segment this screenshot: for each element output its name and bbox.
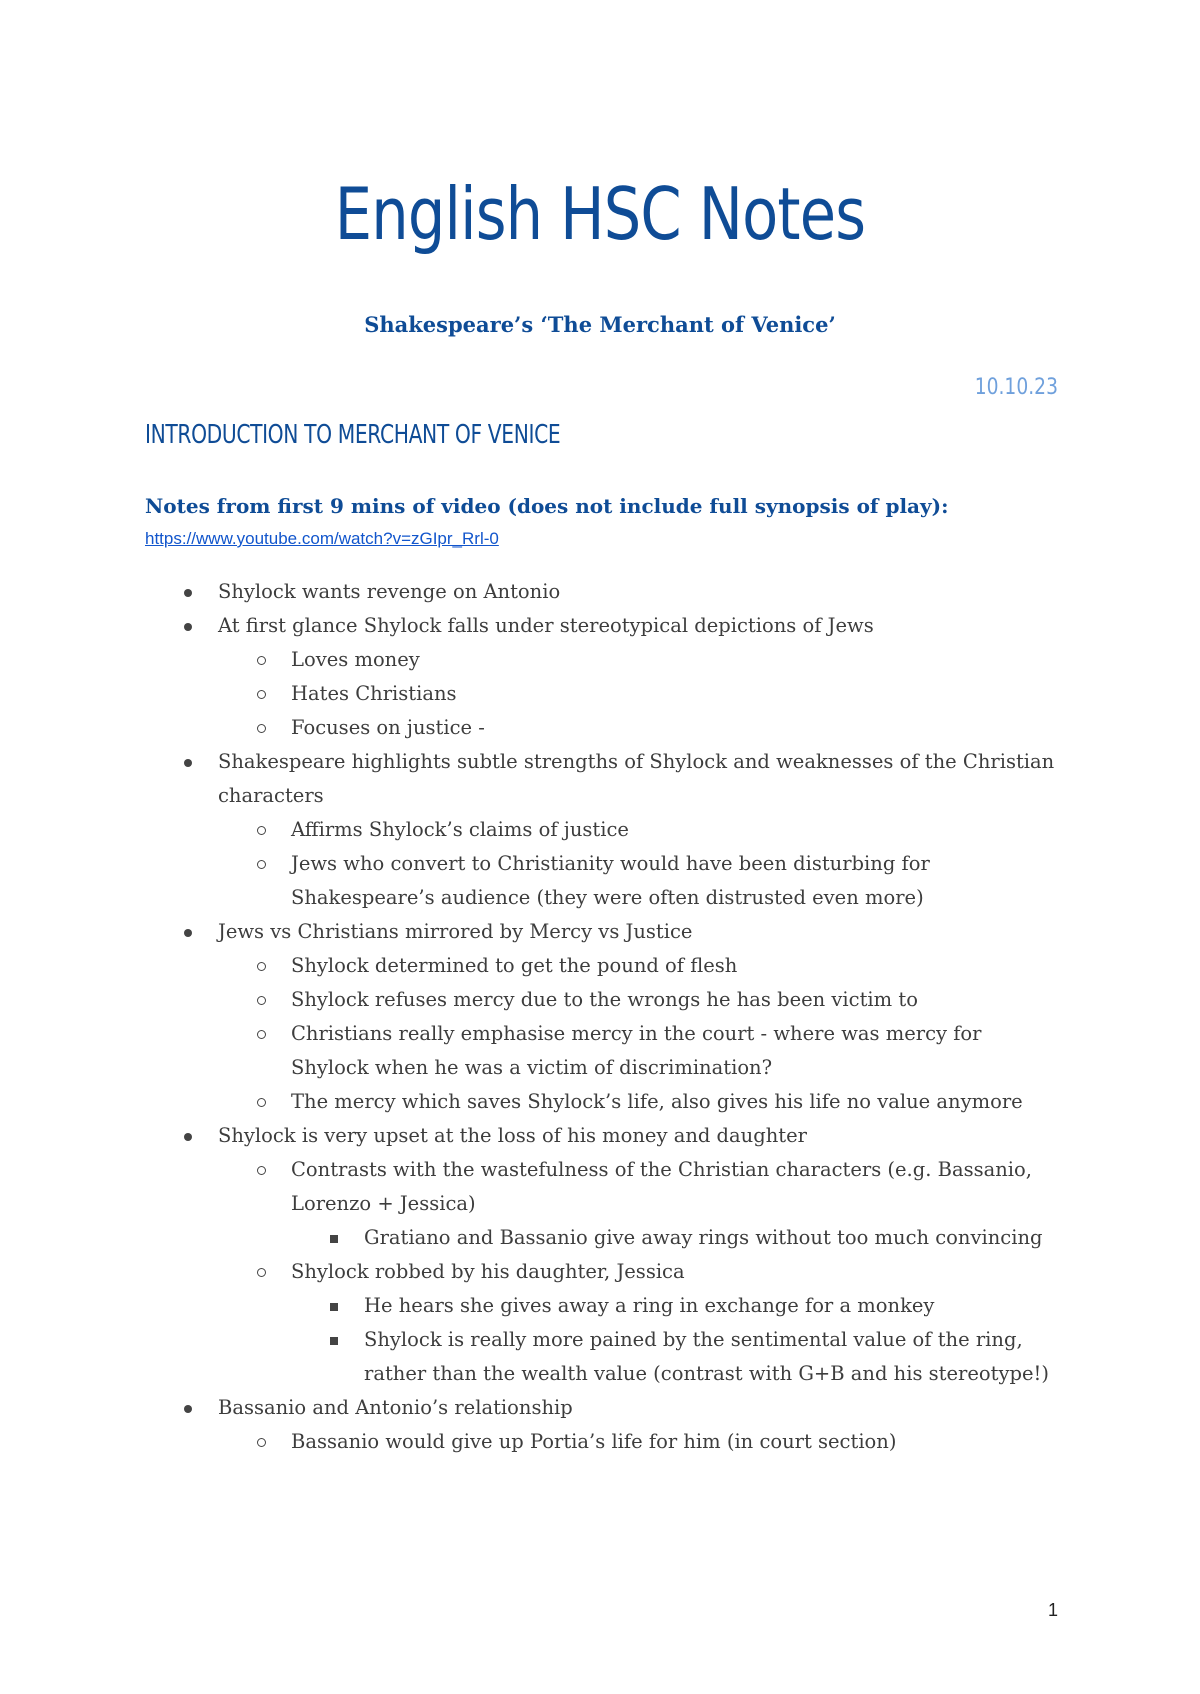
bullet-circle-icon [254,1153,274,1187]
list-item-text: Jews who convert to Christianity would have been disturbing for Shakespeare’s audience (they were often distrusted even more) [291,852,930,909]
list-item-text: Gratiano and Bassanio give away rings without too much convincing [364,1226,1043,1249]
list-item [145,677,1065,711]
section-heading: INTRODUCTION TO MERCHANT OF VENICE [145,420,561,450]
notes-list [145,575,1065,1459]
bullet-square-icon [327,1289,347,1323]
list-item-text: Shakespeare highlights subtle strengths of Shylock and weaknesses of the Christian characters [218,750,1055,807]
document-subtitle: Shakespeare’s ‘The Merchant of Venice’ [364,312,836,337]
bullet-disc-icon [181,745,201,779]
list-item-text: Focuses on justice - [291,716,485,739]
list-item [145,1391,1065,1425]
list-item-text: Shylock determined to get the pound of flesh [291,954,738,977]
list-item [145,575,1065,609]
list-item [145,1017,1065,1085]
list-item [145,915,1065,949]
bullet-disc-icon [181,1119,201,1153]
list-item-text: Jews vs Christians mirrored by Mercy vs Justice [218,920,693,943]
bullet-circle-icon [254,847,274,881]
bullet-circle-icon [254,677,274,711]
bullet-circle-icon [254,643,274,677]
list-item-text: Affirms Shylock’s claims of justice [291,818,629,841]
list-item [145,745,1065,813]
bullet-circle-icon [254,1085,274,1119]
list-item [145,1425,1065,1459]
list-item-text: Shylock robbed by his daughter, Jessica [291,1260,685,1283]
bullet-circle-icon [254,1425,274,1459]
list-item-text: He hears she gives away a ring in exchange for a monkey [364,1294,935,1317]
list-item [145,609,1065,643]
list-item-text: The mercy which saves Shylock’s life, also gives his life no value anymore [291,1090,1023,1113]
bullet-circle-icon [254,983,274,1017]
bullet-circle-icon [254,949,274,983]
bullet-disc-icon [181,915,201,949]
list-item [145,847,1065,915]
list-item-text: Shylock is really more pained by the sentimental value of the ring, rather than the wealth value (contrast with G+B and his stereotype!) [364,1328,1049,1385]
list-item [145,1255,1065,1289]
list-item-text: Bassanio and Antonio’s relationship [218,1396,573,1419]
list-item [145,711,1065,745]
document-title: English HSC Notes [334,172,866,256]
notes-heading: Notes from first 9 mins of video (does not include full synopsis of play): [145,494,949,518]
list-item-text: Bassanio would give up Portia’s life for him (in court section) [291,1430,897,1453]
list-item-text: Shylock is very upset at the loss of his money and daughter [218,1124,807,1147]
list-item [145,1289,1065,1323]
list-item [145,1221,1065,1255]
bullet-disc-icon [181,1391,201,1425]
list-item [145,983,1065,1017]
list-item-text: Loves money [291,648,420,671]
list-item-text: Shylock wants revenge on Antonio [218,580,561,603]
bullet-disc-icon [181,609,201,643]
list-item [145,643,1065,677]
list-item-text: Shylock refuses mercy due to the wrongs he has been victim to [291,988,918,1011]
list-item-text: Christians really emphasise mercy in the court - where was mercy for Shylock when he was a victim of discrimination? [291,1022,982,1079]
bullet-square-icon [327,1221,347,1255]
bullet-circle-icon [254,711,274,745]
bullet-circle-icon [254,1255,274,1289]
list-item [145,813,1065,847]
video-link[interactable]: https://www.youtube.com/watch?v=zGIpr_Rrl-0 [145,529,499,548]
list-item-text: At first glance Shylock falls under stereotypical depictions of Jews [218,614,874,637]
list-item [145,949,1065,983]
bullet-circle-icon [254,1017,274,1051]
list-item [145,1323,1065,1391]
list-item-text: Contrasts with the wastefulness of the Christian characters (e.g. Bassanio, Lorenzo + Jessica) [291,1158,1032,1215]
list-item [145,1085,1065,1119]
list-item [145,1119,1065,1153]
bullet-square-icon [327,1323,347,1357]
list-item-text: Hates Christians [291,682,457,705]
document-date: 10.10.23 [974,375,1058,400]
list-item [145,1153,1065,1221]
page-number: 1 [1047,1600,1058,1620]
bullet-circle-icon [254,813,274,847]
bullet-disc-icon [181,575,201,609]
